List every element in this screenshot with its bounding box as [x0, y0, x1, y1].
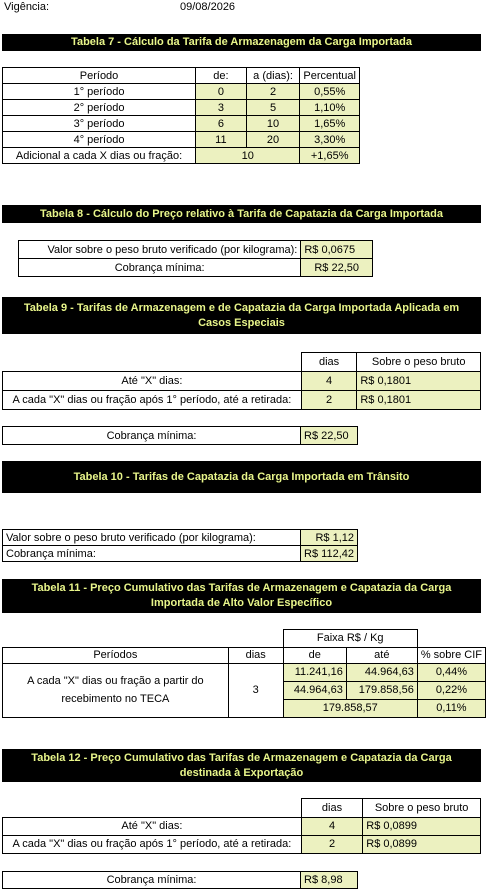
table11-header-dias: dias	[228, 647, 283, 663]
table11-faixa: Faixa R$ / Kg	[283, 630, 417, 648]
table7-header-periodo: Período	[3, 68, 196, 84]
table8-title: Tabela 8 - Cálculo do Preço relativo à Tarifa de Capatazia da Carga Importada	[2, 205, 481, 223]
table11	[2, 629, 486, 718]
table9-minimo-label: Cobrança mínima:	[3, 427, 301, 445]
table7-periodo: 2° período	[3, 100, 196, 116]
table7-header-de: de:	[196, 68, 247, 84]
table11-ate: 44.964,63	[346, 663, 417, 681]
table12-label: A cada "X" dias ou fração após 1° período, até a retirada:	[3, 835, 302, 853]
table11-pct: 0,22%	[417, 681, 485, 699]
table7-header-row	[3, 68, 360, 84]
table-row	[3, 371, 481, 390]
table11-header-row	[3, 647, 486, 663]
table7-adicional-label: Adicional a cada X dias ou fração:	[3, 148, 196, 164]
table11-dias: 3	[228, 663, 283, 717]
table12	[2, 798, 481, 854]
table11-de: 44.964,63	[283, 681, 346, 699]
table7-periodo: 3° período	[3, 116, 196, 132]
table7-header-a: a (dias):	[246, 68, 300, 84]
table10-value: R$ 112,42	[301, 546, 358, 562]
table7	[2, 67, 360, 164]
table10	[2, 529, 358, 562]
table-row	[3, 817, 481, 835]
table8-value: R$ 0,0675	[301, 241, 373, 259]
table-row	[3, 427, 358, 445]
table9	[2, 352, 481, 410]
table11-periodo-label: A cada "X" dias ou fração a partir do recebimento no TECA	[3, 663, 229, 717]
table9-label: A cada "X" dias ou fração após 1° período, até a retirada:	[3, 390, 302, 409]
table11-de: 11.241,16	[283, 663, 346, 681]
table-row	[3, 84, 360, 100]
table-row	[3, 546, 358, 562]
table7-periodo: 4° período	[3, 132, 196, 148]
table11-pct: 0,11%	[417, 699, 485, 717]
table10-label: Cobrança mínima:	[3, 546, 301, 562]
table7-percentual: 1,10%	[300, 100, 360, 116]
table7-de: 6	[196, 116, 247, 132]
table11-title: Tabela 11 - Preço Cumulativo das Tarifas de Armazenagem e Capatazia da Carga Importada de Alto Valor Específico	[2, 579, 481, 613]
table11-header-ate: até	[346, 647, 417, 663]
table10-value: R$ 1,12	[301, 530, 358, 546]
table11-header-cif: % sobre CIF	[417, 647, 485, 663]
table9-minimo	[2, 426, 358, 445]
table12-minimo-value: R$ 8,98	[301, 872, 358, 889]
table9-label: Até "X" dias:	[3, 371, 302, 390]
table11-ate: 179.858,56	[346, 681, 417, 699]
vigencia-label: Vigência:	[4, 1, 50, 13]
table9-dias: 4	[301, 371, 357, 390]
table7-percentual: 1,65%	[300, 116, 360, 132]
table9-title: Tabela 9 - Tarifas de Armazenagem e de Capatazia da Carga Importada Aplicada em Casos Especiais	[2, 297, 481, 334]
table7-de: 0	[196, 84, 247, 100]
table12-value: R$ 0,0899	[363, 835, 481, 853]
table-row	[19, 259, 373, 277]
table7-header-percentual: Percentual	[300, 68, 360, 84]
table7-de: 3	[196, 100, 247, 116]
table11-header-de: de	[283, 647, 346, 663]
table12-dias: 2	[301, 835, 362, 853]
table-row	[3, 116, 360, 132]
table7-percentual: 0,55%	[300, 84, 360, 100]
table9-value: R$ 0,1801	[357, 390, 481, 409]
table9-header-peso: Sobre o peso bruto	[357, 353, 481, 372]
table8-value: R$ 22,50	[301, 259, 373, 277]
table-row	[3, 663, 486, 681]
table12-dias: 4	[301, 817, 362, 835]
table-row	[3, 835, 481, 853]
table12-header-dias: dias	[301, 799, 362, 818]
table11-faixa-row	[3, 630, 486, 648]
table12-minimo-label: Cobrança mínima:	[3, 872, 301, 889]
table8	[18, 240, 373, 277]
table7-percentual: 3,30%	[300, 132, 360, 148]
table7-title: Tabela 7 - Cálculo da Tarifa de Armazenagem da Carga Importada	[2, 34, 481, 51]
table10-title: Tabela 10 - Tarifas de Capatazia da Carga Importada em Trânsito	[2, 461, 481, 493]
table12-minimo	[2, 871, 358, 889]
table-row	[3, 872, 358, 889]
table12-header-row	[3, 799, 481, 818]
table11-header-periodos: Períodos	[3, 647, 229, 663]
table7-adicional-dias: 10	[196, 148, 300, 164]
table7-a: 5	[246, 100, 300, 116]
table-row	[3, 132, 360, 148]
table11-pct: 0,44%	[417, 663, 485, 681]
table8-label: Cobrança mínima:	[19, 259, 301, 277]
table9-header-dias: dias	[301, 353, 357, 372]
table7-adicional-row	[3, 148, 360, 164]
table7-a: 2	[246, 84, 300, 100]
table7-a: 10	[246, 116, 300, 132]
table-row	[3, 100, 360, 116]
table12-header-peso: Sobre o peso bruto	[363, 799, 481, 818]
table11-de: 179.858,57	[283, 699, 417, 717]
table7-de: 11	[196, 132, 247, 148]
table10-label: Valor sobre o peso bruto verificado (por kilograma):	[3, 530, 301, 546]
table9-minimo-value: R$ 22,50	[301, 427, 358, 445]
table-row	[19, 241, 373, 259]
table9-dias: 2	[301, 390, 357, 409]
table8-label: Valor sobre o peso bruto verificado (por kilograma):	[19, 241, 301, 259]
table12-label: Até "X" dias:	[3, 817, 302, 835]
table7-periodo: 1° período	[3, 84, 196, 100]
table-row	[3, 530, 358, 546]
table9-header-row	[3, 353, 481, 372]
vigencia-date: 09/08/2026	[180, 1, 236, 13]
table7-adicional-pct: +1,65%	[300, 148, 360, 164]
table9-value: R$ 0,1801	[357, 371, 481, 390]
table12-title: Tabela 12 - Preço Cumulativo das Tarifas de Armazenagem e Capatazia da Carga destinada à Exportação	[2, 749, 481, 782]
table7-a: 20	[246, 132, 300, 148]
table-row	[3, 390, 481, 409]
table12-value: R$ 0,0899	[363, 817, 481, 835]
